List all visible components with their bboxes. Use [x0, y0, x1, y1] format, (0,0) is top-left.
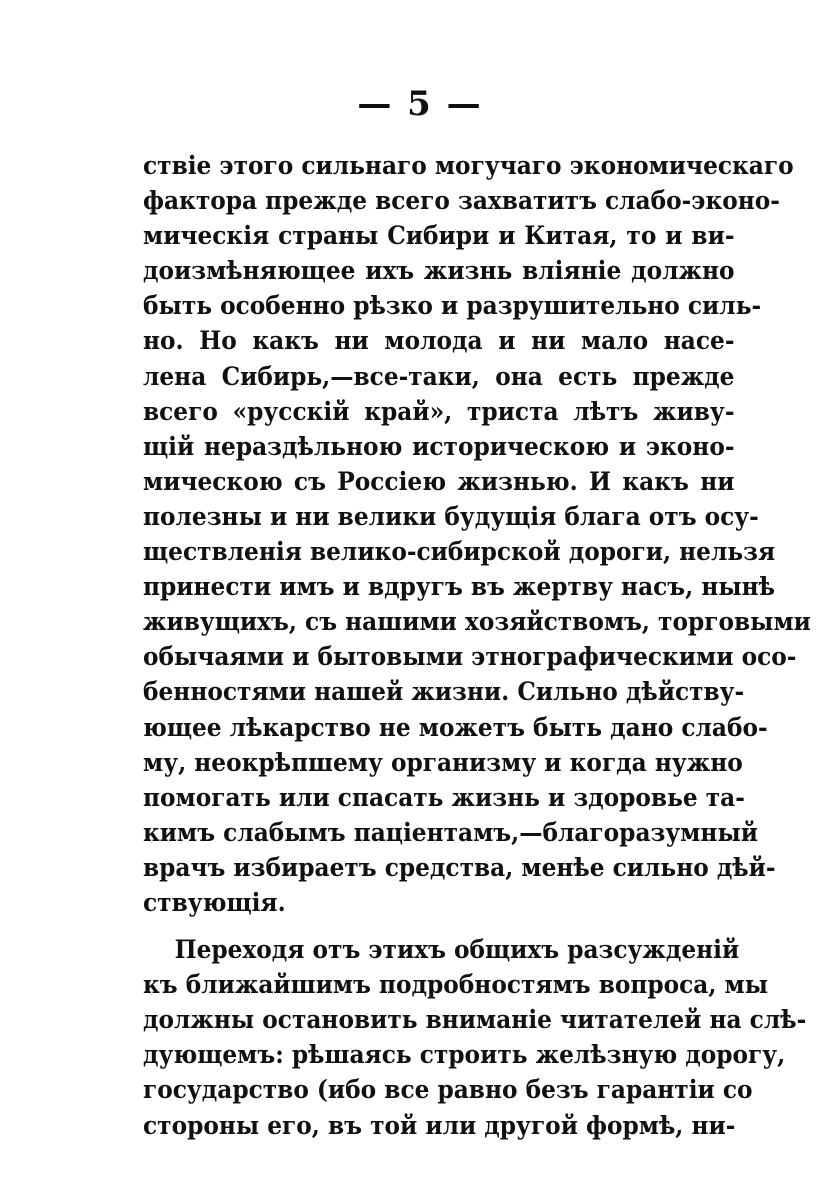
text-line: къ ближайшимъ подробностямъ вопроса, мы — [143, 970, 769, 1000]
text-line: кимъ слабымъ паціентамъ,—благоразумный — [143, 817, 758, 847]
text-line: полезны и ни велики будущія блага отъ осу- — [143, 501, 759, 531]
text-line: обычаями и бытовыми этнографическими осо- — [143, 642, 797, 672]
page-number: — 5 — — [357, 84, 483, 124]
text-line: му, неокрѣпшему организму и когда нужно — [143, 747, 743, 777]
text-line: лена Сибирь,—все-таки, она есть прежде — [143, 361, 735, 391]
text-line: ющее лѣкарство не можетъ быть дано слабо- — [143, 712, 768, 742]
text-line: врачъ избираетъ средства, менѣе сильно дѣй- — [143, 852, 776, 882]
body-text — [143, 148, 811, 1143]
paragraph-2 — [143, 932, 807, 1143]
text-line: дующемъ: рѣшаясь строить желѣзную дорогу, — [143, 1040, 786, 1070]
text-line: мическія страны Сибири и Китая, то и ви- — [143, 221, 735, 251]
text-line: но. Но какъ ни молода и ни мало насе- — [143, 326, 735, 356]
text-line: ществленія велико-сибирской дороги, нельзя — [143, 537, 776, 567]
text-line: фактора прежде всего захватитъ слабо-эконо- — [143, 186, 780, 216]
paragraph-1 — [143, 148, 811, 920]
text-line: стороны его, въ той или другой формѣ, ни- — [143, 1110, 736, 1140]
paragraph-gap — [143, 920, 735, 932]
text-line: Переходя отъ этихъ общихъ разсужденій — [174, 935, 740, 965]
text-line: мическою съ Россіею жизнью. И какъ ни — [143, 466, 735, 496]
text-line: должны остановить вниманіе читателей на слѣ- — [143, 1005, 807, 1035]
text-line: щій нераздѣльною историческою и эконо- — [143, 431, 735, 461]
text-line: ствіе этого сильнаго могучаго экономическаго — [143, 151, 794, 180]
text-line: принести имъ и вдругъ въ жертву насъ, нынѣ — [143, 572, 776, 602]
text-line: помогать или спасать жизнь и здоровье та- — [143, 782, 745, 812]
text-line: государство (ибо все равно безъ гарантіи со — [143, 1075, 753, 1105]
text-line: доизмѣняющее ихъ жизнь вліяніе должно — [143, 256, 735, 286]
text-line: быть особенно рѣзко и разрушительно силь- — [143, 291, 762, 321]
text-line: всего «русскій край», триста лѣтъ живу- — [143, 396, 735, 426]
text-line: живущихъ, съ нашими хозяйствомъ, торговыми — [143, 607, 811, 637]
text-line: ствующія. — [143, 887, 286, 917]
text-line: бенностями нашей жизни. Сильно дѣйству- — [143, 677, 745, 707]
